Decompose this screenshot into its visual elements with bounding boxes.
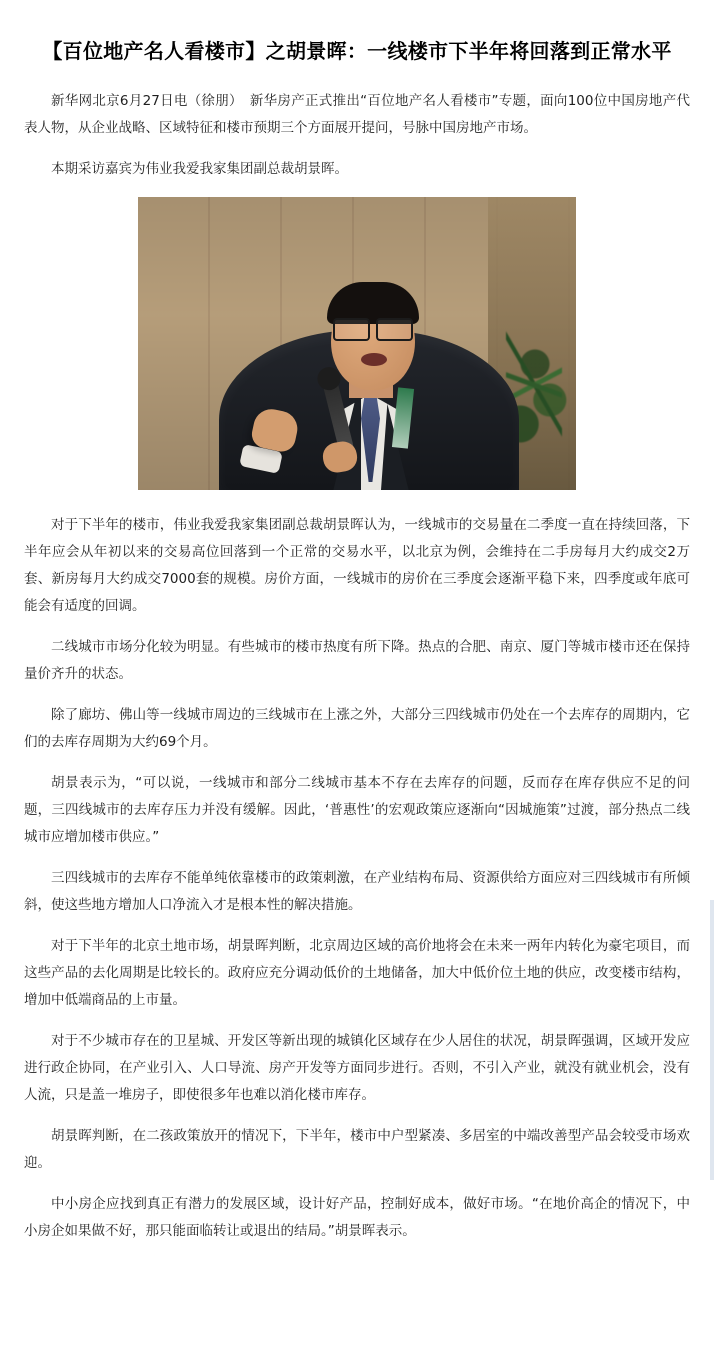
article-paragraph: 本期采访嘉宾为伟业我爱我家集团副总裁胡景晖。 bbox=[51, 161, 348, 177]
article-paragraph: 除了廊坊、佛山等一线城市周边的三线城市在上涨之外，大部分三四线城市仍处在一个去库存的周期内，它们的去库存周期为大约69个月。 bbox=[24, 707, 690, 750]
article-paragraph: 三四线城市的去库存不能单纯依靠楼市的政策刺激，在产业结构布局、资源供给方面应对三四线城市有所倾斜，使这些地方增加人口净流入才是根本性的解决措施。 bbox=[24, 870, 690, 913]
article-paragraph: 中小房企应找到真正有潜力的发展区域，设计好产品，控制好成本，做好市场。“在地价高企的情况下，中小房企如果做不好，那只能面临转让或退出的结局。”胡景晖表示。 bbox=[24, 1196, 690, 1239]
article-paragraph: 对于下半年的北京土地市场，胡景晖判断，北京周边区域的高价地将会在未来一两年内转化为豪宅项目，而这些产品的去化周期是比较长的。政府应充分调动低价的土地储备，加大中低价位土地的供应，改变楼市结构，增加中低端商品的上市量。 bbox=[24, 938, 690, 1008]
article-figure bbox=[24, 197, 690, 494]
article-paragraph: 胡景晖判断，在二孩政策放开的情况下，下半年，楼市中户型紧凑、多居室的中端改善型产品会较受市场欢迎。 bbox=[24, 1128, 690, 1171]
interview-portrait-photo bbox=[138, 197, 576, 490]
article-paragraph: 对于下半年的楼市，伟业我爱我家集团副总裁胡景晖认为，一线城市的交易量在二季度一直在持续回落，下半年应会从年初以来的交易高位回落到一个正常的交易水平，以北京为例，会维持在二手房每月大约成交2万套、新房每月大约成交7000套的规模。房价方面，一线城市的房价在三季度会逐渐平稳下来，四季度或年底可能会有适度的回调。 bbox=[24, 517, 690, 614]
article-paragraph: 胡景表示为，“可以说，一线城市和部分二线城市基本不存在去库存的问题，反而存在库存供应不足的问题，三四线城市的去库存压力并没有缓解。因此，‘普惠性’的宏观政策应逐渐向“因城施策”过渡，部分热点二线城市应增加楼市供应。” bbox=[24, 775, 690, 845]
article-paragraph: 二线城市市场分化较为明显。有些城市的楼市热度有所下降。热点的合肥、南京、厦门等城市楼市还在保持量价齐升的状态。 bbox=[24, 639, 690, 682]
article-paragraph: 对于不少城市存在的卫星城、开发区等新出现的城镇化区域存在少人居住的状况，胡景晖强调，区域开发应进行政企协同，在产业引入、人口导流、房产开发等方面同步进行。否则，不引入产业，就没有就业机会，没有人流，只是盖一堆房子，即使很多年也难以消化楼市库存。 bbox=[24, 1033, 690, 1103]
page-title: 【百位地产名人看楼市】之胡景晖：一线楼市下半年将回落到正常水平 bbox=[42, 39, 672, 63]
mouth bbox=[361, 353, 387, 366]
scrollbar[interactable] bbox=[710, 900, 714, 1180]
person-figure bbox=[219, 275, 519, 490]
article-paragraph: 新华网北京6月27日电（徐朋） 新华房产正式推出“百位地产名人看楼市”专题，面向100位中国房地产代表人物，从企业战略、区域特征和楼市预期三个方面展开提问，号脉中国房地产市场。 bbox=[24, 93, 690, 136]
eyeglasses-icon bbox=[333, 318, 413, 338]
